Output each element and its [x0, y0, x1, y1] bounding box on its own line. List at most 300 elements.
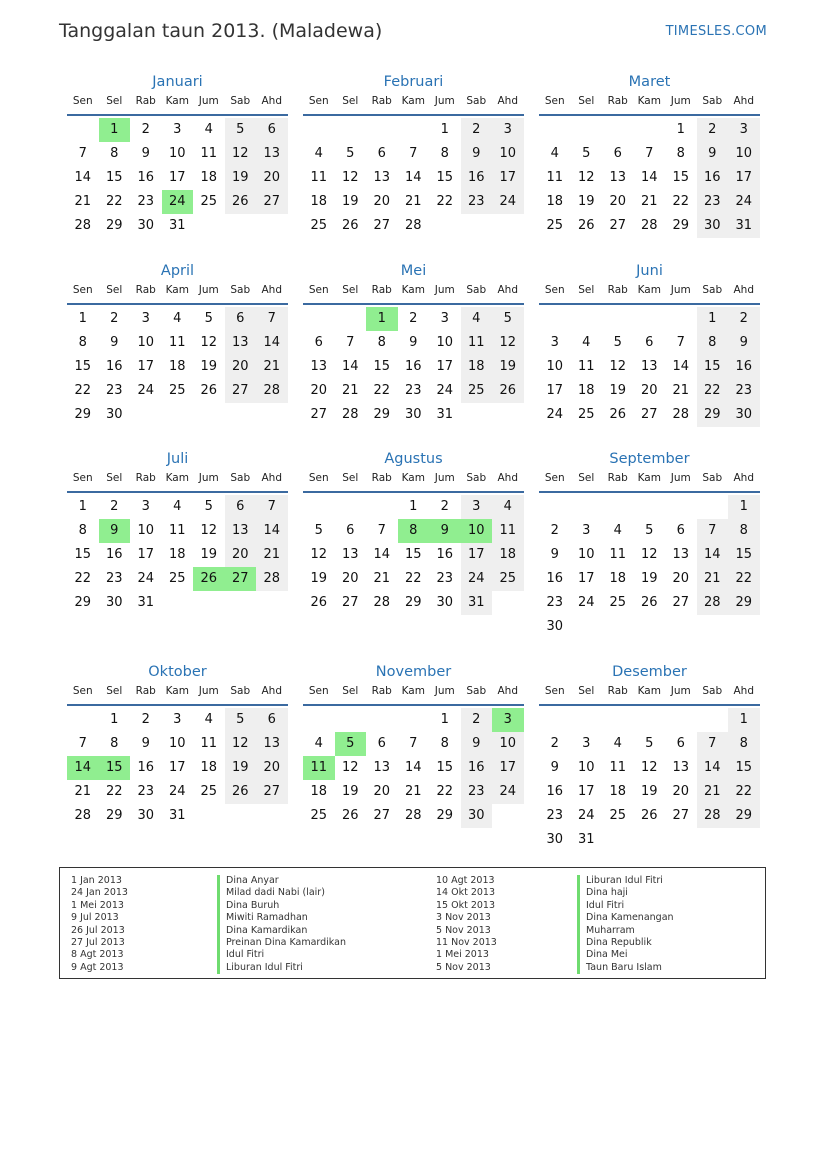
- empty-cell: [602, 307, 634, 331]
- day-cell: 16: [461, 756, 493, 780]
- weekday-label: Jum: [434, 472, 455, 484]
- week-row: [67, 403, 288, 427]
- day-grid: [303, 708, 524, 828]
- empty-cell: [67, 118, 99, 142]
- day-cell: 9: [409, 335, 418, 350]
- day-cell: 25: [609, 595, 627, 610]
- day-cell: 20: [225, 543, 257, 567]
- day-cell: 19: [577, 194, 595, 209]
- day-cell: 24: [137, 383, 155, 398]
- month-maret: [539, 71, 760, 238]
- day-cell: 7: [645, 146, 654, 161]
- month-name: Juli: [166, 451, 189, 467]
- day-cell: 20: [609, 194, 627, 209]
- day-cell: 9: [550, 760, 559, 775]
- weekday-label: Sen: [72, 95, 93, 107]
- day-cell: 22: [436, 784, 454, 799]
- day-cell: 24: [168, 784, 186, 799]
- day-cell: 15: [74, 359, 92, 374]
- day-cell: 28: [697, 804, 729, 828]
- day-cell: 11: [200, 146, 218, 161]
- weekday-label: Sen: [308, 472, 329, 484]
- day-cell: 9: [550, 547, 559, 562]
- week-row: [539, 567, 760, 591]
- day-cell: 10: [577, 547, 595, 562]
- day-cell: 2: [728, 307, 760, 331]
- weekday-label: Sel: [106, 95, 123, 107]
- week-row: [303, 118, 524, 142]
- day-cell: 16: [697, 166, 729, 190]
- day-cell: 17: [137, 359, 155, 374]
- legend-holiday-name: Taun Baru Islam: [577, 962, 674, 974]
- day-cell: 5: [204, 311, 213, 326]
- day-cell: 25: [461, 379, 493, 403]
- day-cell: 4: [204, 712, 213, 727]
- weekday-label: Sab: [702, 95, 723, 107]
- weekday-label: Sab: [230, 685, 251, 697]
- legend-names-left: [217, 875, 346, 974]
- day-cell: 6: [377, 736, 386, 751]
- weekday-label: Sel: [106, 284, 123, 296]
- day-grid: [303, 495, 524, 615]
- day-cell: 16: [546, 571, 564, 586]
- weekday-label: Rab: [607, 685, 628, 697]
- day-cell: 6: [613, 146, 622, 161]
- day-cell: 15: [373, 359, 391, 374]
- day-cell: 12: [225, 142, 257, 166]
- weekday-label: Ahd: [261, 472, 282, 484]
- day-cell: 13: [225, 519, 257, 543]
- day-grid: [303, 307, 524, 427]
- week-row: [303, 543, 524, 567]
- week-row: [67, 519, 288, 543]
- day-cell: 16: [461, 166, 493, 190]
- day-cell: 20: [640, 383, 658, 398]
- day-cell: 7: [697, 519, 729, 543]
- month-name: Februari: [383, 74, 444, 90]
- week-row: [303, 708, 524, 732]
- day-cell: 3: [582, 523, 591, 538]
- day-cell: 12: [200, 523, 218, 538]
- legend-holiday-name: Liburan Idul Fitri: [217, 962, 346, 974]
- month-name: April: [160, 263, 195, 279]
- weekday-label: Rab: [371, 472, 392, 484]
- weekday-label: Rab: [371, 284, 392, 296]
- legend-date: 26 Jul 2013: [71, 924, 125, 936]
- week-row: [67, 166, 288, 190]
- weekday-label: Jum: [198, 95, 219, 107]
- day-cell: 18: [310, 194, 328, 209]
- week-row: [303, 190, 524, 214]
- day-cell: 3: [461, 495, 493, 519]
- day-cell: 11: [168, 523, 186, 538]
- day-cell: 6: [377, 146, 386, 161]
- day-cell: 18: [200, 760, 218, 775]
- empty-cell: [256, 804, 288, 828]
- weekday-header: [303, 683, 524, 706]
- day-cell: 17: [728, 166, 760, 190]
- week-row: [303, 591, 524, 615]
- day-cell: 23: [697, 190, 729, 214]
- day-cell: 18: [609, 784, 627, 799]
- weekday-label: Sen: [72, 472, 93, 484]
- empty-cell: [539, 708, 571, 732]
- day-cell: 1: [728, 495, 760, 519]
- day-cell: 25: [310, 218, 328, 233]
- day-cell: 19: [341, 784, 359, 799]
- day-cell: 12: [609, 359, 627, 374]
- day-cell: 5: [314, 523, 323, 538]
- day-cell: 17: [492, 166, 524, 190]
- day-cell: 2: [550, 523, 559, 538]
- day-cell: 20: [310, 383, 328, 398]
- empty-cell: [193, 403, 225, 427]
- day-cell: 10: [492, 732, 524, 756]
- day-grid: [67, 708, 288, 828]
- day-cell: 29: [728, 804, 760, 828]
- empty-cell: [539, 118, 571, 142]
- day-cell: 11: [303, 756, 335, 780]
- day-cell: 14: [697, 756, 729, 780]
- week-row: [67, 307, 288, 331]
- brand-link[interactable]: TIMESLES.COM: [665, 24, 767, 39]
- day-cell: 2: [141, 712, 150, 727]
- day-cell: 22: [74, 383, 92, 398]
- day-cell: 13: [310, 359, 328, 374]
- day-cell: 28: [74, 808, 92, 823]
- day-cell: 20: [373, 194, 391, 209]
- empty-cell: [571, 307, 603, 331]
- day-cell: 10: [137, 523, 155, 538]
- legend-names-right: [577, 875, 674, 974]
- day-cell: 8: [377, 335, 386, 350]
- weekday-label: Kam: [401, 685, 425, 697]
- day-cell: 1: [110, 712, 119, 727]
- day-cell: 27: [609, 218, 627, 233]
- day-cell: 30: [436, 595, 454, 610]
- day-cell: 18: [492, 543, 524, 567]
- legend-holiday-name: Dina Anyar: [217, 875, 346, 887]
- weekday-label: Sel: [342, 95, 359, 107]
- day-cell: 31: [436, 407, 454, 422]
- day-cell: 9: [461, 142, 493, 166]
- day-cell: 25: [546, 218, 564, 233]
- day-cell: 11: [168, 335, 186, 350]
- weekday-label: Sab: [230, 472, 251, 484]
- weekday-label: Jum: [434, 95, 455, 107]
- empty-cell: [225, 591, 257, 615]
- day-cell: 30: [697, 214, 729, 238]
- day-cell: 9: [141, 736, 150, 751]
- weekday-label: Ahd: [497, 95, 518, 107]
- day-cell: 14: [404, 760, 422, 775]
- day-cell: 14: [640, 170, 658, 185]
- day-cell: 18: [609, 571, 627, 586]
- day-cell: 22: [672, 194, 690, 209]
- weekday-label: Jum: [670, 95, 691, 107]
- day-cell: 23: [461, 780, 493, 804]
- month-oktober: [67, 661, 288, 828]
- month-name: Maret: [628, 74, 671, 90]
- day-cell: 26: [640, 808, 658, 823]
- day-cell: 14: [672, 359, 690, 374]
- day-cell: 19: [310, 571, 328, 586]
- week-row: [539, 708, 760, 732]
- week-row: [303, 331, 524, 355]
- day-cell: 7: [676, 335, 685, 350]
- day-cell: 28: [697, 591, 729, 615]
- legend-dates-left: [71, 875, 128, 974]
- day-cell: 16: [404, 359, 422, 374]
- day-cell: 19: [609, 383, 627, 398]
- day-grid: [67, 307, 288, 427]
- day-cell: 31: [577, 832, 595, 847]
- week-row: [67, 543, 288, 567]
- day-cell: 29: [105, 218, 123, 233]
- week-row: [67, 708, 288, 732]
- weekday-label: Rab: [371, 685, 392, 697]
- day-cell: 8: [440, 146, 449, 161]
- day-cell: 1: [78, 499, 87, 514]
- day-cell: 26: [640, 595, 658, 610]
- day-cell: 9: [110, 335, 119, 350]
- day-cell: 6: [676, 523, 685, 538]
- day-grid: [539, 708, 760, 852]
- day-cell: 12: [492, 331, 524, 355]
- month-februari: [303, 71, 524, 238]
- day-cell: 2: [141, 122, 150, 137]
- empty-cell: [602, 118, 634, 142]
- empty-cell: [303, 495, 335, 519]
- day-cell: 30: [546, 832, 564, 847]
- day-cell: 21: [256, 355, 288, 379]
- day-cell: 4: [173, 499, 182, 514]
- month-agustus: [303, 448, 524, 615]
- weekday-label: Ahd: [261, 284, 282, 296]
- weekday-label: Kam: [637, 685, 661, 697]
- week-row: [303, 732, 524, 756]
- week-row: [67, 379, 288, 403]
- weekday-header: [539, 683, 760, 706]
- day-cell: 3: [550, 335, 559, 350]
- day-cell: 27: [256, 190, 288, 214]
- week-row: [539, 804, 760, 828]
- week-row: [67, 804, 288, 828]
- day-cell: 22: [105, 194, 123, 209]
- weekday-label: Sen: [544, 284, 565, 296]
- weekday-label: Sab: [466, 95, 487, 107]
- empty-cell: [366, 708, 398, 732]
- empty-cell: [634, 307, 666, 331]
- day-cell: 19: [341, 194, 359, 209]
- empty-cell: [398, 708, 430, 732]
- empty-cell: [665, 495, 697, 519]
- legend-holiday-name: Dina Kamenangan: [577, 912, 674, 924]
- day-cell: 16: [105, 547, 123, 562]
- empty-cell: [697, 615, 729, 639]
- day-cell: 26: [341, 808, 359, 823]
- weekday-label: Kam: [637, 95, 661, 107]
- week-row: [539, 519, 760, 543]
- day-cell: 20: [341, 571, 359, 586]
- day-cell: 31: [168, 808, 186, 823]
- day-cell: 1: [99, 118, 131, 142]
- legend-date: 14 Okt 2013: [436, 887, 496, 899]
- empty-cell: [335, 495, 367, 519]
- empty-cell: [335, 708, 367, 732]
- day-cell: 2: [461, 118, 493, 142]
- day-cell: 4: [461, 307, 493, 331]
- day-cell: 30: [137, 218, 155, 233]
- week-row: [539, 495, 760, 519]
- weekday-header: [539, 282, 760, 305]
- day-cell: 16: [105, 359, 123, 374]
- legend-holiday-name: Dina Mei: [577, 949, 674, 961]
- day-cell: 28: [404, 218, 422, 233]
- empty-cell: [634, 118, 666, 142]
- day-cell: 9: [461, 732, 493, 756]
- day-cell: 17: [137, 547, 155, 562]
- empty-cell: [461, 214, 493, 238]
- weekday-label: Ahd: [261, 95, 282, 107]
- weekday-header: [539, 470, 760, 493]
- day-cell: 15: [105, 170, 123, 185]
- day-cell: 10: [168, 736, 186, 751]
- week-row: [303, 567, 524, 591]
- day-cell: 10: [137, 335, 155, 350]
- day-cell: 2: [461, 708, 493, 732]
- day-cell: 13: [672, 547, 690, 562]
- day-cell: 14: [373, 547, 391, 562]
- day-cell: 5: [335, 732, 367, 756]
- day-cell: 22: [373, 383, 391, 398]
- week-row: [539, 214, 760, 238]
- day-cell: 9: [429, 519, 461, 543]
- day-cell: 2: [697, 118, 729, 142]
- weekday-header: [67, 683, 288, 706]
- weekday-label: Sab: [230, 95, 251, 107]
- day-cell: 21: [672, 383, 690, 398]
- day-cell: 23: [461, 190, 493, 214]
- day-cell: 18: [168, 547, 186, 562]
- weekday-label: Sen: [308, 685, 329, 697]
- week-row: [539, 379, 760, 403]
- day-cell: 26: [341, 218, 359, 233]
- day-cell: 25: [200, 784, 218, 799]
- week-row: [67, 732, 288, 756]
- weekday-label: Jum: [670, 685, 691, 697]
- weekday-label: Rab: [135, 95, 156, 107]
- week-row: [539, 732, 760, 756]
- day-cell: 21: [404, 194, 422, 209]
- day-cell: 28: [74, 218, 92, 233]
- day-cell: 30: [105, 407, 123, 422]
- month-desember: [539, 661, 760, 852]
- weekday-label: Rab: [607, 284, 628, 296]
- empty-cell: [539, 307, 571, 331]
- week-row: [303, 495, 524, 519]
- day-cell: 4: [492, 495, 524, 519]
- day-cell: 17: [546, 383, 564, 398]
- empty-cell: [634, 708, 666, 732]
- week-row: [67, 756, 288, 780]
- day-cell: 20: [373, 784, 391, 799]
- day-cell: 7: [409, 736, 418, 751]
- day-cell: 5: [492, 307, 524, 331]
- day-cell: 9: [99, 519, 131, 543]
- empty-cell: [665, 615, 697, 639]
- weekday-label: Rab: [135, 685, 156, 697]
- weekday-header: [67, 93, 288, 116]
- day-cell: 13: [341, 547, 359, 562]
- day-cell: 8: [110, 736, 119, 751]
- weekday-header: [303, 470, 524, 493]
- empty-cell: [303, 118, 335, 142]
- day-cell: 29: [373, 407, 391, 422]
- day-cell: 22: [404, 571, 422, 586]
- month-mei: [303, 260, 524, 427]
- day-cell: 14: [697, 543, 729, 567]
- day-cell: 23: [137, 194, 155, 209]
- day-cell: 4: [314, 146, 323, 161]
- day-cell: 11: [492, 519, 524, 543]
- empty-cell: [429, 214, 461, 238]
- weekday-label: Ahd: [733, 284, 754, 296]
- week-row: [539, 828, 760, 852]
- weekday-label: Sen: [544, 685, 565, 697]
- week-row: [67, 780, 288, 804]
- weekday-label: Sab: [702, 472, 723, 484]
- day-cell: 18: [577, 383, 595, 398]
- weekday-label: Ahd: [497, 284, 518, 296]
- week-row: [539, 355, 760, 379]
- day-cell: 19: [200, 547, 218, 562]
- weekday-label: Sel: [578, 685, 595, 697]
- month-name: Januari: [152, 74, 203, 90]
- day-cell: 17: [168, 170, 186, 185]
- day-cell: 30: [546, 619, 564, 634]
- day-grid: [539, 118, 760, 238]
- month-name: Juni: [636, 263, 663, 279]
- day-cell: 31: [168, 218, 186, 233]
- weekday-label: Sen: [308, 284, 329, 296]
- day-cell: 14: [404, 170, 422, 185]
- day-cell: 11: [461, 331, 493, 355]
- day-cell: 4: [173, 311, 182, 326]
- weekday-label: Kam: [637, 284, 661, 296]
- day-cell: 7: [78, 146, 87, 161]
- day-cell: 8: [110, 146, 119, 161]
- weekday-label: Sen: [72, 685, 93, 697]
- month-name: September: [609, 451, 690, 467]
- day-cell: 28: [640, 218, 658, 233]
- day-cell: 10: [168, 146, 186, 161]
- week-row: [303, 355, 524, 379]
- month-name: Desember: [612, 664, 687, 680]
- week-row: [67, 142, 288, 166]
- legend-holiday-name: Miwiti Ramadhan: [217, 912, 346, 924]
- day-cell: 25: [492, 567, 524, 591]
- weekday-label: Sab: [466, 685, 487, 697]
- week-row: [67, 190, 288, 214]
- day-cell: 15: [74, 547, 92, 562]
- day-cell: 8: [78, 523, 87, 538]
- empty-cell: [492, 214, 524, 238]
- day-cell: 1: [676, 122, 685, 137]
- week-row: [303, 307, 524, 331]
- empty-cell: [303, 708, 335, 732]
- weekday-label: Sen: [544, 472, 565, 484]
